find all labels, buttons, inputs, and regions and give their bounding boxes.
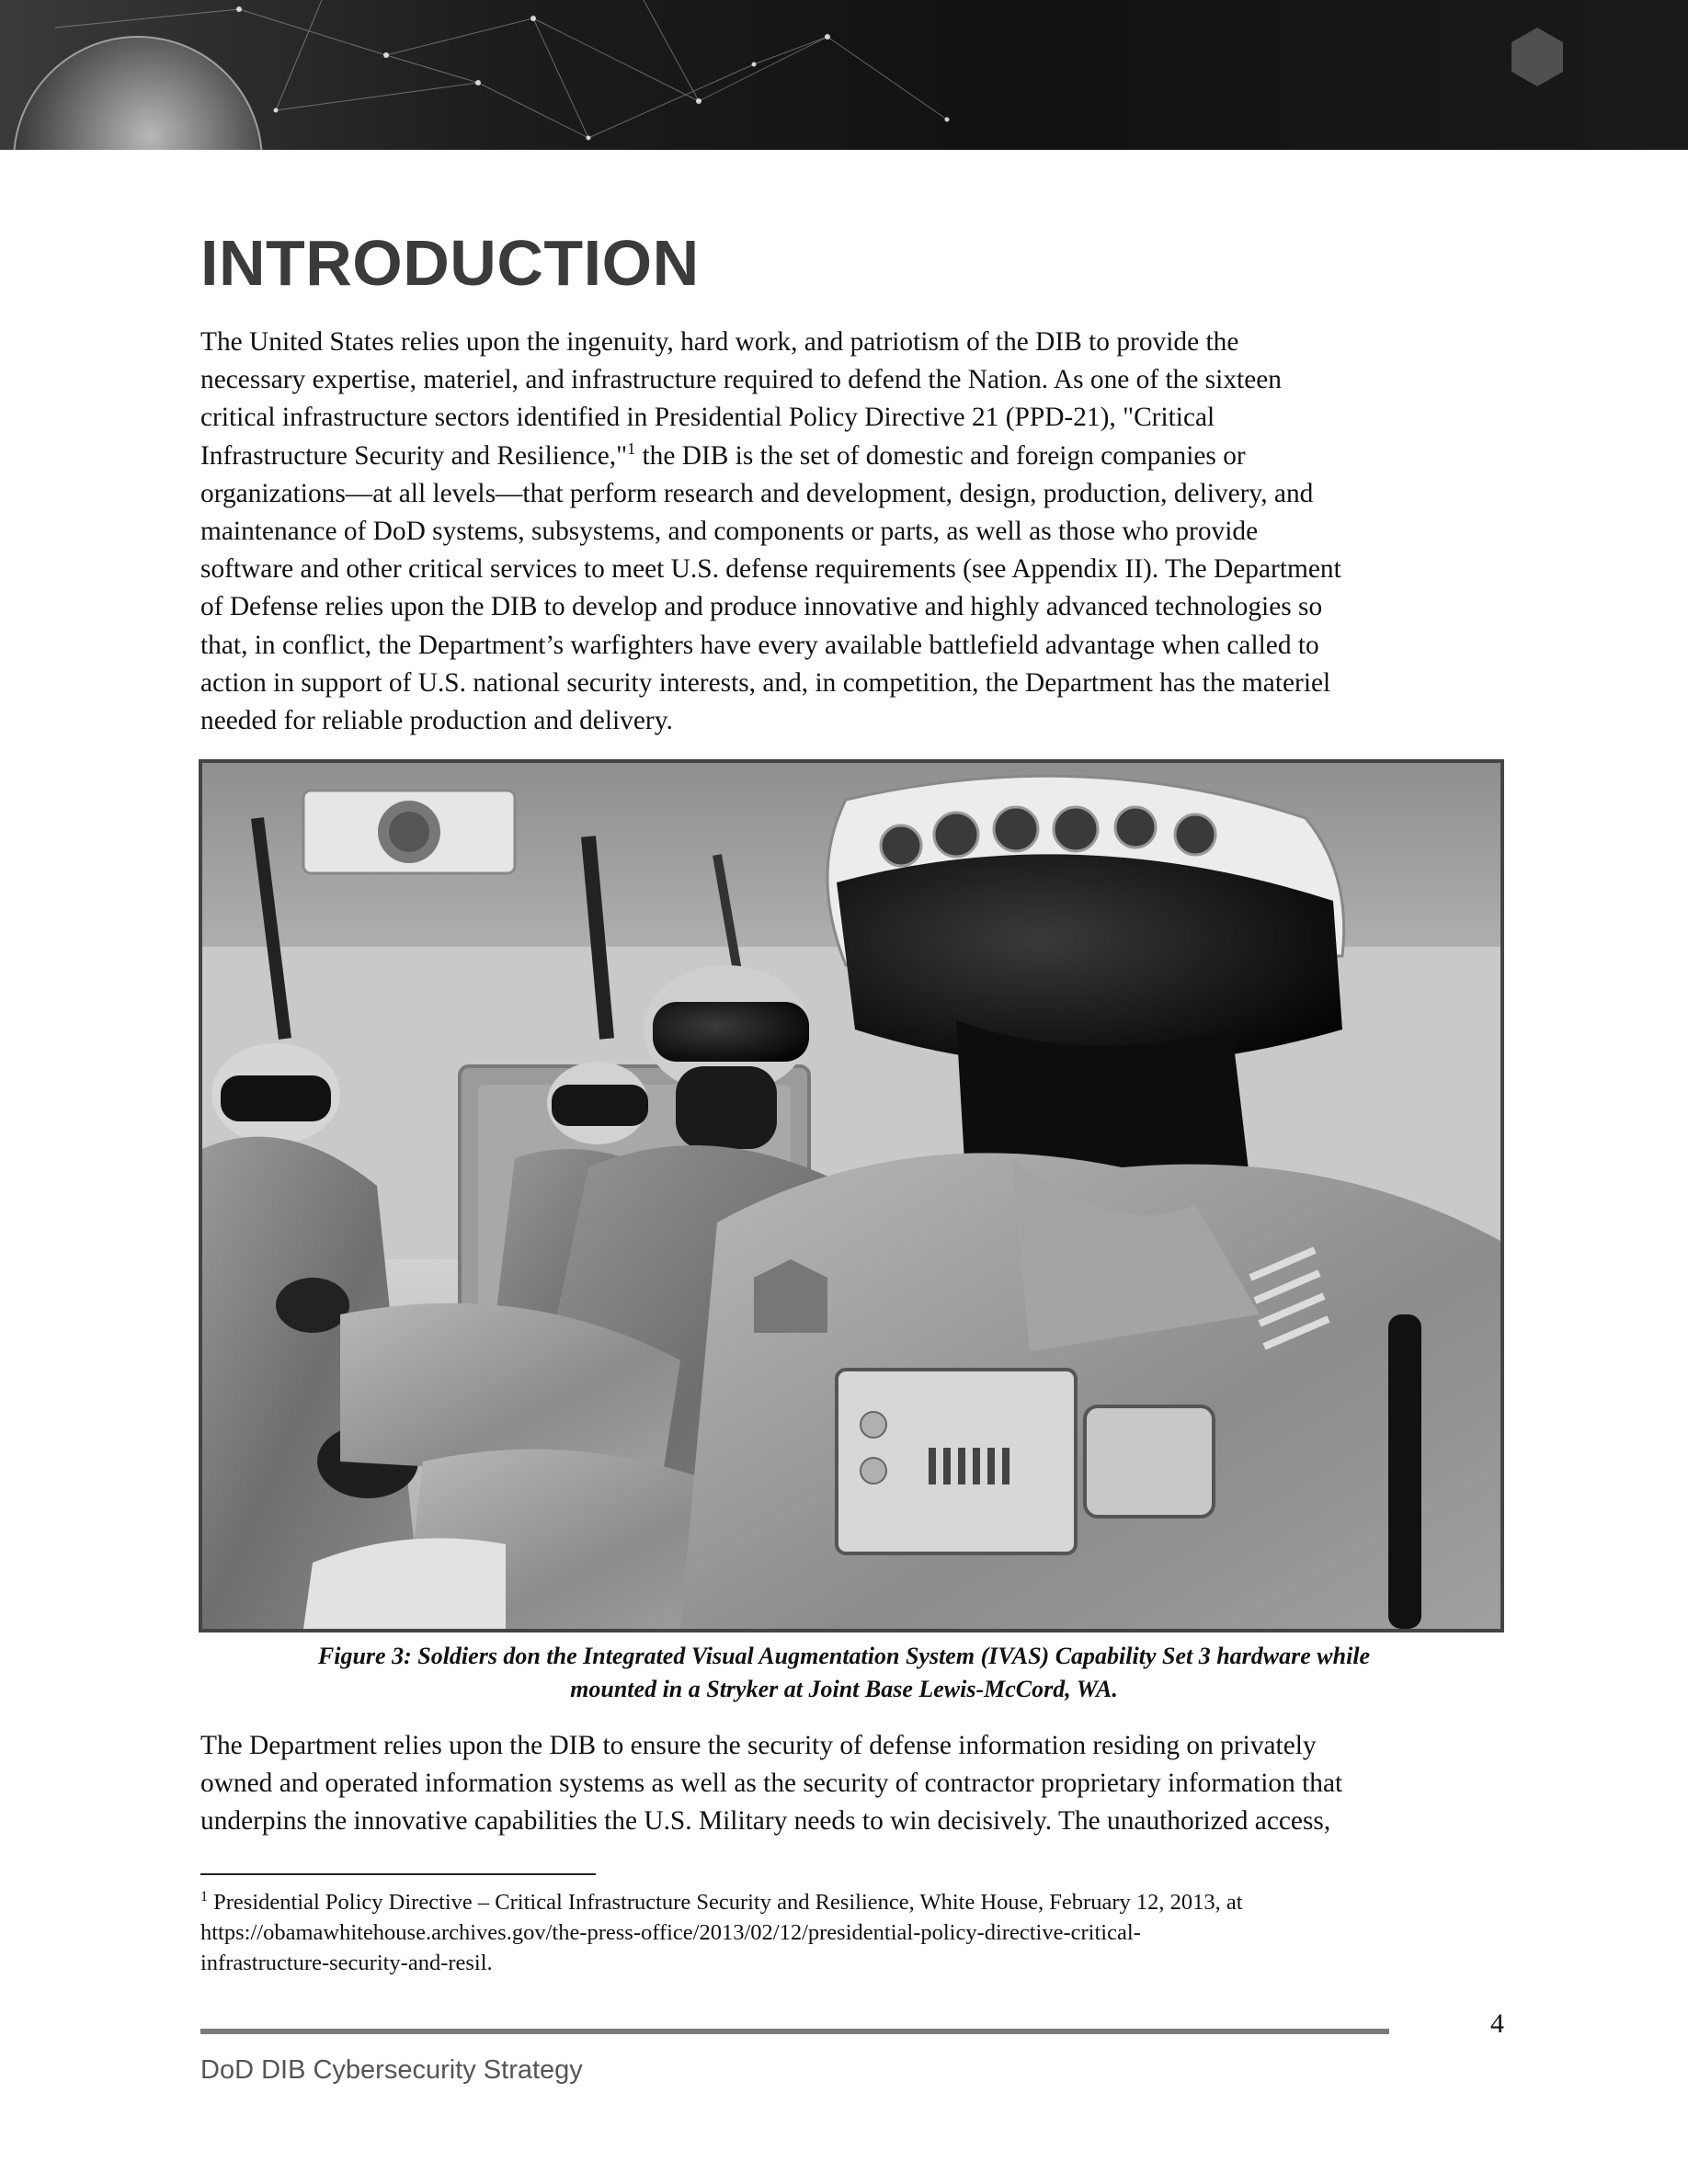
footnote-reference[interactable]: 1 bbox=[627, 438, 636, 458]
paragraph-line: needed for reliable production and delivery. bbox=[200, 706, 673, 736]
soldiers-photo-illustration bbox=[202, 763, 1500, 1629]
paragraph-line: critical infrastructure sectors identified in Presidential Policy Directive 21 (PPD-21), "Critical bbox=[200, 403, 1215, 433]
footnote-url-line[interactable]: https://obamawhitehouse.archives.gov/the-press-office/2013/02/12/presidential-policy-directive-critical- bbox=[200, 1920, 1141, 1945]
caption-line: Figure 3: Soldiers don the Integrated Visual Augmentation System (IVAS) Capability Set 3 hardware while bbox=[317, 1643, 1371, 1669]
footnote-text: Presidential Policy Directive – Critical Infrastructure Security and Resilience, White House, February 12, 2013, at bbox=[213, 1890, 1243, 1915]
paragraph-line-part: Infrastructure Security and Resilience," bbox=[200, 440, 628, 471]
paragraph-line-part: the DIB is the set of domestic and foreign companies or bbox=[642, 440, 1246, 471]
footer-rule bbox=[200, 2029, 1389, 2034]
caption-line: mounted in a Stryker at Joint Base Lewis-McCord, WA. bbox=[570, 1676, 1118, 1702]
paragraph-line bbox=[200, 438, 1488, 475]
paragraph-line: that, in conflict, the Department’s warfighters have every available battlefield advantage when called to bbox=[200, 630, 1319, 660]
footnote-separator bbox=[200, 1873, 596, 1875]
footnote-number: 1 bbox=[200, 1888, 208, 1905]
footnote bbox=[200, 1887, 1497, 1978]
paragraph-line: action in support of U.S. national security interests, and, in competition, the Department has the materiel bbox=[200, 667, 1331, 698]
security-paragraph bbox=[200, 1727, 1488, 1841]
globe-network-graphic bbox=[0, 0, 1688, 150]
page-title: INTRODUCTION bbox=[200, 227, 700, 299]
figure-caption bbox=[200, 1640, 1488, 1706]
figure-photo bbox=[199, 759, 1504, 1632]
paragraph-line: necessary expertise, materiel, and infrastructure required to defend the Nation. As one of the sixteen bbox=[200, 365, 1282, 395]
intro-paragraph bbox=[200, 324, 1488, 740]
paragraph-line: owned and operated information systems as well as the security of contractor proprietary information that bbox=[200, 1769, 1343, 1799]
paragraph-line: organizations—at all levels—that perform research and development, design, production, delivery, and bbox=[200, 478, 1314, 508]
footnote-url-line[interactable]: infrastructure-security-and-resil. bbox=[200, 1951, 493, 1975]
page-number: 4 bbox=[1490, 2008, 1504, 2039]
paragraph-line: maintenance of DoD systems, subsystems, and components or parts, as well as those who provide bbox=[200, 517, 1259, 547]
footnote-line bbox=[200, 1887, 1497, 1917]
paragraph-line: The Department relies upon the DIB to ensure the security of defense information residing on privately bbox=[200, 1731, 1317, 1760]
paragraph-line: underpins the innovative capabilities the U.S. Military needs to win decisively. The unauthorized access, bbox=[200, 1806, 1331, 1837]
paragraph-line: software and other critical services to meet U.S. defense requirements (see Appendix II). The Department bbox=[200, 554, 1341, 585]
paragraph-line: of Defense relies upon the DIB to develop and produce innovative and highly advanced technologies so bbox=[200, 592, 1323, 622]
footer-document-title: DoD DIB Cybersecurity Strategy bbox=[200, 2055, 583, 2085]
header-banner bbox=[0, 0, 1688, 150]
paragraph-line: The United States relies upon the ingenuity, hard work, and patriotism of the DIB to provide the bbox=[200, 327, 1239, 357]
